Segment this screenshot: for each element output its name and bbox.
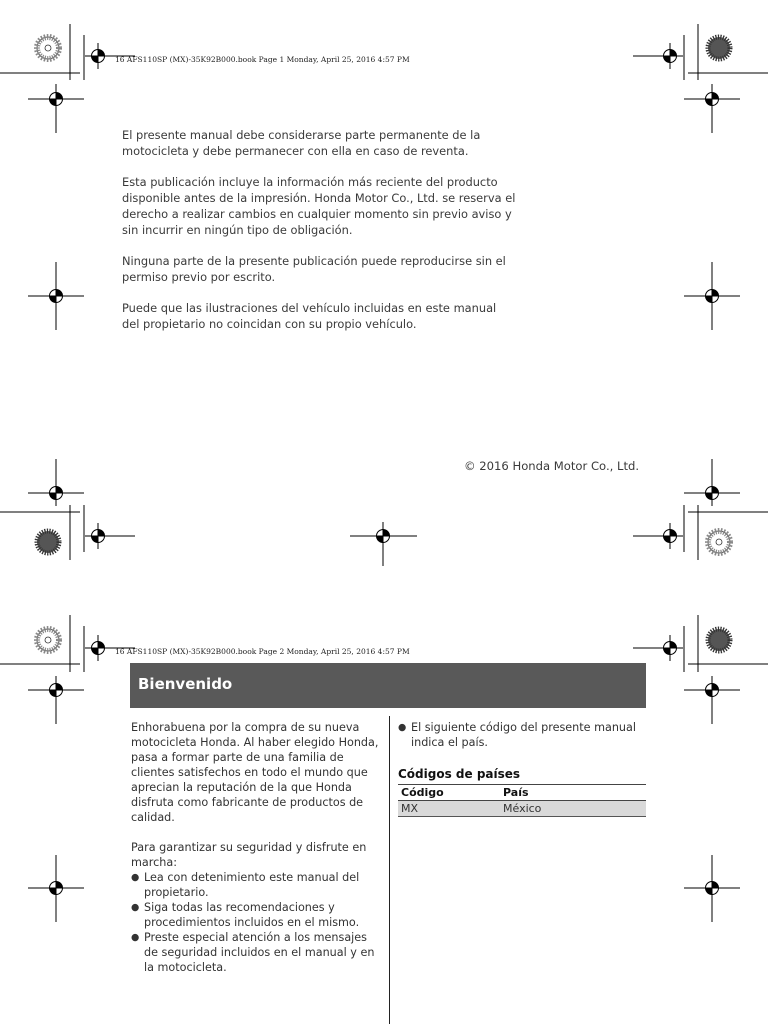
list-item <box>398 720 646 750</box>
bullet-text: Siga todas las recomendaciones y procedimientos incluidos en el mismo. <box>144 901 360 929</box>
table-row <box>398 801 646 817</box>
page1-paragraph-3: Ninguna parte de la presente publicación puede reproducirse sin el permiso previo por escrito. <box>122 254 506 284</box>
list-item <box>131 900 381 930</box>
welcome-intro: Enhorabuena por la compra de su nueva motocicleta Honda. Al haber elegido Honda, pasa a formar parte de una familia de clientes satisfechos en todo el mundo que aprecian la reputación de la que Honda disfruta como fabricante de productos de calidad. <box>131 721 379 824</box>
page1-book-header: 16 AFS110SP (MX)-35K92B000.book Page 1 Monday, April 25, 2016 4:57 PM <box>115 55 410 64</box>
column-header: País <box>500 785 646 801</box>
bullet-text: Lea con detenimiento este manual del propietario. <box>144 871 360 899</box>
safety-intro: Para garantizar su seguridad y disfrute en marcha: <box>131 841 367 869</box>
page2-book-header: 16 AFS110SP (MX)-35K92B000.book Page 2 Monday, April 25, 2016 4:57 PM <box>115 647 410 656</box>
list-item <box>131 930 381 975</box>
copyright-notice: © 2016 Honda Motor Co., Ltd. <box>464 459 640 473</box>
bullet-text: El siguiente código del presente manual indica el país. <box>411 721 636 749</box>
right-column <box>398 720 646 817</box>
table-cell: MX <box>398 801 500 817</box>
country-codes-title: Códigos de países <box>398 767 521 781</box>
country-codes-table <box>398 784 646 817</box>
list-item <box>131 870 381 900</box>
table-header-row <box>398 785 646 801</box>
page1-body-text <box>122 127 517 332</box>
bullet-text: Preste especial atención a los mensajes de seguridad incluidos en el manual y en la motocicleta. <box>144 931 375 974</box>
page1-paragraph-4: Puede que las ilustraciones del vehículo incluidas en este manual del propietario no coincidan con su propio vehículo. <box>122 301 497 331</box>
table-cell: México <box>500 801 646 817</box>
page1-paragraph-1: El presente manual debe considerarse parte permanente de la motocicleta y debe permanecer con ella en caso de reventa. <box>122 128 481 158</box>
column-header: Código <box>398 785 500 801</box>
page1-paragraph-2: Esta publicación incluye la información más reciente del producto disponible antes de la impresión. Honda Motor Co., Ltd. se reserva el derecho a realizar cambios en cualquier momento sin previo aviso y sin incurrir en ningún tipo de obligación. <box>122 175 516 237</box>
column-divider <box>389 716 390 1024</box>
left-column <box>131 720 381 975</box>
section-title: Bienvenido <box>138 675 233 693</box>
section-title-banner <box>130 663 646 708</box>
